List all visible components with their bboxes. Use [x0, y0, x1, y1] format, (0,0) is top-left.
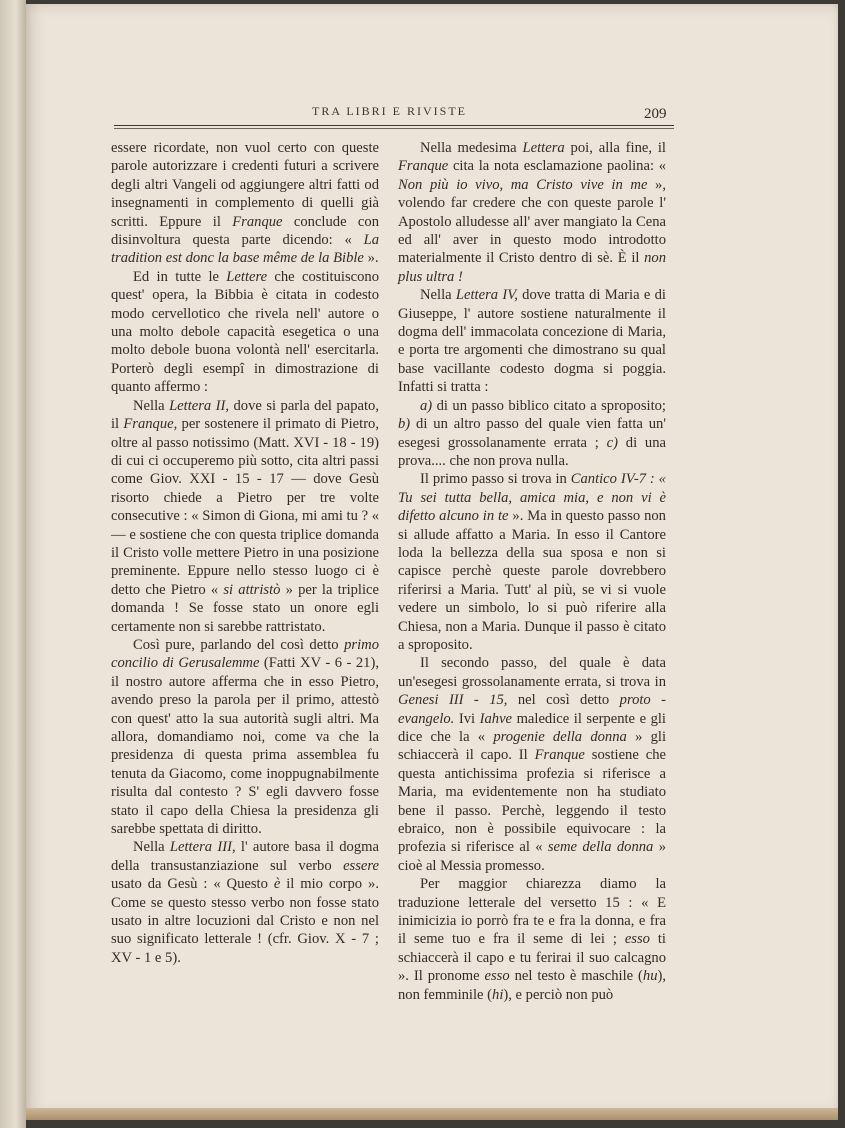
italic-text: progenie della donna: [493, 729, 627, 745]
italic-text: esso: [624, 931, 650, 948]
italic-text: a): [420, 397, 433, 414]
italic-text: si attristò: [223, 581, 281, 598]
italic-text: proto - evangelo.: [398, 692, 666, 727]
paragraph: Nella medesima Lettera poi, alla fine, il Franque cita la nota esclamazione paolina: « Non più io vivo, ma Cristo vive in me », volendo far credere che con queste parole l' Apostolo alludesse all' aver mangiato la Cena ed all' aver in questo modo introdotto materialmente il Cristo dentro di sè. È il non plus ultra !: [398, 140, 667, 285]
paragraph: essere ricordate, non vuol certo con queste parole autorizzare i credenti futuri a scrivere degli altri Vangeli od aggiungere altri fatti od insegnamenti in complemento di quelli già scritti. Eppure il Franque conclude con disinvoltura questa parte dicendo: « La tradition est donc la base même de la Bible ».: [111, 140, 379, 267]
paragraph: Il secondo passo, del quale è data un'esegesi grossolanamente errata, si trova in Genesi III - 15, nel così detto proto - evangelo. Ivi Iahve maledice il serpente e gli dice che la « progenie della donna » gli schiaccerà il capo. Il Franque sostiene che questa antichissima profezia si riferisce a Maria, ma evidentemente non ha studiato bene il passo. Perchè, leggendo il testo ebraico, non è possibile equivocare : la profezia si riferisce al « seme della donna » cioè al Messia promesso.: [398, 655, 667, 874]
facing-page-edge: [0, 0, 26, 1128]
left-text-column: [111, 139, 379, 967]
italic-text: è: [273, 876, 281, 893]
italic-text: Lettere: [226, 268, 268, 285]
italic-text: hu: [642, 968, 658, 985]
paragraph: Nella Lettera II, dove si parla del papato, il Franque, per sostenere il primato di Pietro, oltre al passo notissimo (Matt. XVI - 18 - 19) di cui ci occuperemo più sotto, cita altri passi come Giov. XXI - 15 - 17 — dove Gesù risorto chiede a Pietro per tre volte consecutive : « Simon di Giona, mi ami tu ? « — e sostiene che con questa triplice domanda il Cristo volle mettere Pietro in una posizione preminente. Eppure nello stesso luogo ci è detto che Pietro « si attristò » per la triplice domanda ! Se fosse stato un onore egli certamente non si sarebbe rattristato.: [111, 397, 380, 635]
paragraph: Nella Lettera IV, dove tratta di Maria e di Giuseppe, l' autore sostiene naturalmente il dogma dell' immacolata concezione di Maria, e porta tre argomenti che dimostrano su qual base vacillante codesto dogma si poggia. Infatti si tratta :: [398, 287, 666, 396]
italic-text: seme della donna: [547, 839, 654, 856]
italic-text: essere: [343, 857, 379, 874]
italic-text: Non più io vivo, ma Cristo vive in me: [398, 176, 648, 193]
italic-text: Cantico IV-7 : « Tu sei tutta bella, amica mia, e non vi è difetto alcuno in te: [398, 471, 666, 525]
italic-text: non plus ultra !: [398, 250, 666, 285]
running-head: TRA LIBRI E RIVISTE: [312, 104, 467, 118]
italic-text: primo concilio di Gerusalemme: [111, 636, 379, 672]
header-rule-thin: [114, 128, 674, 129]
italic-text: Lettera IV,: [455, 287, 518, 304]
italic-text: Franque: [398, 158, 449, 175]
italic-text: c): [606, 434, 618, 451]
paragraph: Per maggior chiarezza diamo la traduzione letterale del versetto 15 : « E inimicizia io porrò fra te e fra la donna, e fra il seme tuo e fra il seme di lei ; esso ti schiaccerà il capo e tu ferirai il suo calcagno ». Il pronome esso nel testo è maschile (hu), non femminile (hi), e perciò non può: [398, 876, 666, 1003]
paragraph: Così pure, parlando del così detto primo concilio di Gerusalemme (Fatti XV - 6 - 21), il nostro autore afferma che in esso Pietro, avendo preso la parola per il primo, attestò con quest' atto la sua autorità sugli altri. Ma allora, domandiamo noi, come va che la presidenza di questa prima assemblea fu tenuta da Giacomo, come inoppugnabilmente risulta dal contesto ? S' egli davvero fosse stato il capo della Chiesa la presidenza gli sarebbe spettata di diritto.: [111, 636, 379, 838]
page-bottom-edge: [26, 1108, 838, 1120]
italic-text: Genesi III - 15,: [398, 692, 508, 709]
paragraph: Ed in tutte le Lettere che costituiscono quest' opera, la Bibbia è citata in codesto modo cervellotico che rivela nell' autore o una molto debole capacità esegetica o una molto debole buona volontà nell' esercitarla. Porterò degli esempî in dimostrazione di quanto affermo :: [111, 268, 379, 396]
paragraph: Nella Lettera III, l' autore basa il dogma della transustanziazione sul verbo essere usato da Gesù : « Questo è il mio corpo ». Come se questo stesso verbo non fosse stato usato in altre locuzioni dal Cristo e non nel suo significato letterale ! (cfr. Giov. X - 7 ; XV - 1 e 5).: [111, 839, 379, 966]
paragraph: Il primo passo si trova in Cantico IV-7 : « Tu sei tutta bella, amica mia, e non vi è difetto alcuno in te ». Ma in questo passo non si allude affatto a Maria. In esso il Cantore loda la bellezza della sua sposa e non si capisce perchè queste parole dovrebbero riferirsi a Maria. Tutt' al più, se vi si vuole vedere un simbolo, lo si può riferire alla Chiesa, non a Maria. Dunque il passo è citato a sproposito.: [398, 471, 666, 653]
italic-text: esso: [484, 968, 510, 985]
italic-text: Lettera: [522, 140, 565, 156]
paragraph: a) di un passo biblico citato a sproposito; b) di un altro passo del quale vien fatta un' esegesi grossolanamente errata ; c) di una prova.... che non prova nulla.: [398, 397, 666, 469]
right-text-column: [398, 139, 666, 1004]
italic-text: Lettera III,: [169, 839, 236, 856]
italic-text: Franque: [232, 213, 283, 230]
italic-text: Lettera II,: [169, 397, 230, 414]
italic-text: Franque: [534, 747, 585, 764]
header-rule: [114, 125, 674, 126]
italic-text: La tradition est donc la base même de la Bible: [111, 232, 379, 267]
page-number: 209: [644, 106, 667, 122]
italic-text: Iahve: [479, 710, 513, 727]
italic-text: b): [398, 416, 411, 433]
italic-text: hi: [492, 986, 504, 1003]
italic-text: Franque,: [123, 416, 178, 433]
